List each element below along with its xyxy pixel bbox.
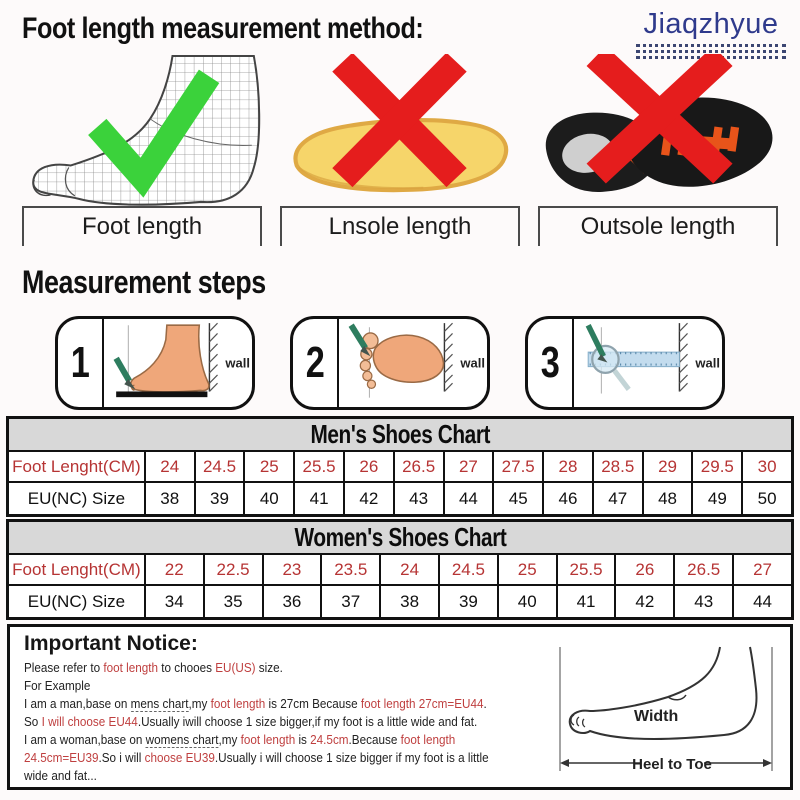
step-number: 3	[528, 319, 574, 407]
step-1-illustration	[104, 319, 252, 407]
foot-length-cell: 27	[753, 559, 772, 579]
foot-length-cell: 28.5	[594, 452, 644, 481]
method-label-bracket	[280, 206, 520, 246]
steps-title: Measurement steps	[22, 264, 266, 300]
step-number: 1	[58, 319, 104, 407]
row-label: EU(NC) Size	[9, 483, 146, 514]
eu-size-cell: 41	[295, 483, 345, 514]
insole-cross-icon	[278, 54, 522, 206]
row-label: Foot Lenght(CM)	[9, 555, 146, 584]
eu-size-cell: 44	[445, 483, 495, 514]
step-number: 2	[293, 319, 339, 407]
step-1-box	[55, 316, 255, 410]
wireframe-foot-check-icon	[20, 54, 264, 206]
womens-eu-size-row	[9, 586, 791, 617]
measurement-method-row	[0, 54, 800, 248]
eu-size-cell: 40	[499, 586, 558, 617]
wall-label: wall	[460, 355, 485, 371]
outsole-cross-icon	[536, 54, 780, 206]
method-outsole-length	[536, 54, 780, 248]
step-3-illustration	[574, 319, 722, 407]
foot-length-cell: 23	[264, 555, 323, 584]
eu-size-cell: 50	[757, 488, 777, 508]
notice-line: wide and fat...	[24, 768, 97, 783]
eu-size-cell: 39	[196, 483, 246, 514]
notice-title: Important Notice:	[24, 632, 198, 655]
foot-length-cell: 24	[381, 555, 440, 584]
foot-length-cell: 22	[146, 555, 205, 584]
womens-chart-title: Women's Shoes Chart	[9, 522, 791, 555]
width-label: Width	[634, 708, 679, 725]
foot-length-cell: 27	[445, 452, 495, 481]
eu-size-cell: 40	[245, 483, 295, 514]
step-2-illustration	[339, 319, 487, 407]
notice-line: For Example	[24, 678, 91, 693]
foot-length-cell: 23.5	[322, 555, 381, 584]
foot-length-cell: 25	[245, 452, 295, 481]
heel-to-toe-diagram	[552, 645, 780, 781]
foot-length-cell: 30	[757, 456, 777, 476]
eu-size-cell: 44	[753, 591, 772, 611]
eu-size-cell: 47	[594, 483, 644, 514]
step-3-box	[525, 316, 725, 410]
eu-size-cell: 38	[381, 586, 440, 617]
foot-length-cell: 25.5	[558, 555, 617, 584]
foot-length-cell: 29.5	[693, 452, 743, 481]
brand-name: Jiaqzhyue	[643, 8, 779, 40]
foot-length-cell: 24	[146, 452, 196, 481]
heel-to-toe-label: Heel to Toe	[632, 756, 712, 773]
foot-length-cell: 27.5	[494, 452, 544, 481]
foot-length-cell: 25	[499, 555, 558, 584]
mens-foot-length-row	[9, 452, 791, 483]
mens-size-chart	[6, 416, 794, 517]
steps-row	[55, 316, 800, 410]
row-label: Foot Lenght(CM)	[9, 452, 146, 481]
eu-size-cell: 46	[544, 483, 594, 514]
eu-size-cell: 43	[395, 483, 445, 514]
row-label: EU(NC) Size	[9, 586, 146, 617]
method-foot-length	[20, 54, 264, 248]
eu-size-cell: 38	[146, 483, 196, 514]
eu-size-cell: 37	[322, 586, 381, 617]
foot-length-cell: 26	[616, 555, 675, 584]
eu-size-cell: 41	[558, 586, 617, 617]
notice-line: I am a man,base on mens chart,my foot length is 27cm Because foot length 27cm=EU44.	[24, 696, 487, 711]
wall-label: wall	[225, 355, 250, 371]
method-label-bracket	[538, 206, 778, 246]
foot-outline-icon	[552, 645, 780, 781]
foot-length-cell: 29	[644, 452, 694, 481]
important-notice	[7, 624, 793, 790]
foot-length-cell: 24.5	[196, 452, 246, 481]
foot-length-cell: 25.5	[295, 452, 345, 481]
eu-size-cell: 36	[264, 586, 323, 617]
foot-length-cell: 26.5	[675, 555, 734, 584]
eu-size-cell: 39	[440, 586, 499, 617]
foot-length-cell: 28	[544, 452, 594, 481]
header	[0, 0, 800, 54]
method-label-bracket	[22, 206, 262, 246]
method-label: Foot length	[81, 213, 203, 240]
page-title-text: Foot length measurement method:	[22, 12, 424, 45]
eu-size-cell: 48	[644, 483, 694, 514]
womens-size-chart	[6, 519, 794, 620]
method-label: Outsole length	[580, 213, 736, 240]
mens-chart-title: Men's Shoes Chart	[9, 419, 791, 452]
notice-line: Please refer to foot length to chooes EU(US) size.	[24, 660, 283, 675]
notice-line: So I will choose EU44.Usually iwill choose 1 size bigger,if my foot is a little wide and fat.	[24, 714, 478, 729]
notice-line: 24.5cm=EU39.So i will choose EU39.Usually i will choose 1 size bigger if my foot is a little	[24, 750, 489, 765]
wall-label: wall	[695, 355, 720, 371]
method-label: Lnsole length	[328, 213, 472, 240]
eu-size-cell: 34	[146, 586, 205, 617]
method-insole-length	[278, 54, 522, 248]
foot-length-cell: 26.5	[395, 452, 445, 481]
eu-size-cell: 49	[693, 483, 743, 514]
eu-size-cell: 35	[205, 586, 264, 617]
step-2-box	[290, 316, 490, 410]
notice-line: I am a woman,base on womens chart,my foot length is 24.5cm.Because foot length	[24, 732, 456, 747]
eu-size-cell: 42	[616, 586, 675, 617]
eu-size-cell: 43	[675, 586, 734, 617]
brand-block	[636, 8, 786, 59]
mens-eu-size-row	[9, 483, 791, 514]
foot-length-cell: 24.5	[440, 555, 499, 584]
foot-length-cell: 22.5	[205, 555, 264, 584]
eu-size-cell: 42	[345, 483, 395, 514]
womens-foot-length-row	[9, 555, 791, 586]
foot-length-cell: 26	[345, 452, 395, 481]
eu-size-cell: 45	[494, 483, 544, 514]
